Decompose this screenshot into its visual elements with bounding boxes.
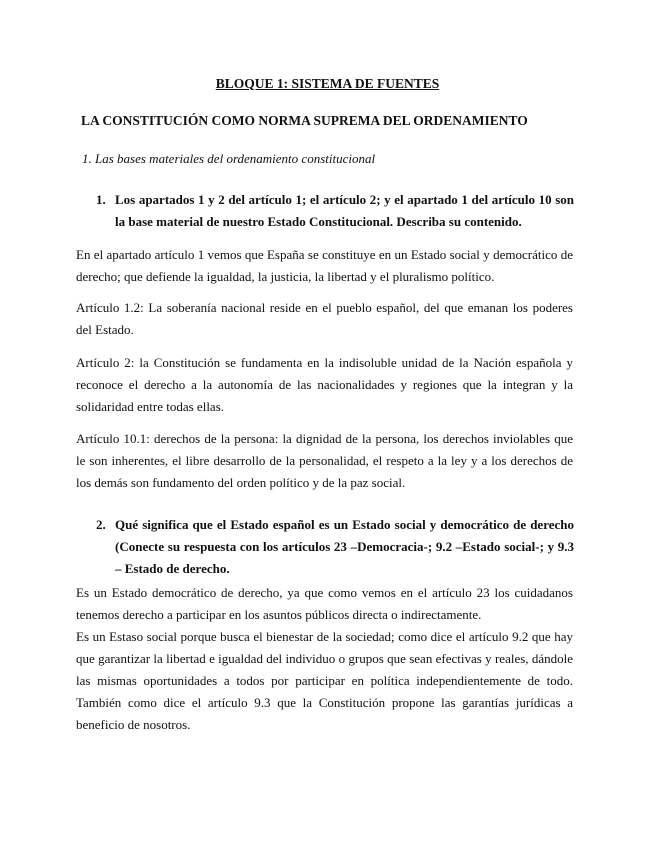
section-heading: 1. Las bases materiales del ordenamiento constitucional (82, 151, 376, 166)
paragraph-article-10-1: Artículo 10.1: derechos de la persona: la dignidad de la persona, los derechos inviolables que le son inherentes, el libre desarrollo de la personalidad, el respeto a la ley y a los derechos de los demás son fundamento del orden político y de la paz social. (76, 431, 573, 490)
document-subtitle: LA CONSTITUCIÓN COMO NORMA SUPREMA DEL ORDENAMIENTO (81, 113, 528, 128)
question-2 (96, 514, 574, 580)
paragraph-article-1: En el apartado artículo 1 vemos que España se constituye en un Estado social y democrático de derecho; que defiende la igualdad, la justicia, la libertad y el pluralismo político. (76, 247, 573, 284)
question-2-number: 2. (96, 517, 106, 532)
question-2-text: Qué significa que el Estado español es un Estado social y democrático de derecho (Conecte su respuesta con los artículos 23 –Democracia-; 9.2 –Estado social-; y 9.3 – Estado de derecho. (115, 517, 574, 576)
paragraph-social-state: Es un Estaso social porque busca el bienestar de la sociedad; como dice el artículo 9.2 que hay que garantizar la libertad e igualdad del individuo o grupos que sean efectivas y reales, dándole las mismas oportunidades a todos por participar en política independientemente de todo. También como dice el artículo 9.3 que la Constitución propone las garantías jurídicas a beneficio de nosotros. (76, 629, 573, 732)
question-1-text: Los apartados 1 y 2 del artículo 1; el artículo 2; y el apartado 1 del artículo 10 son la base material de nuestro Estado Constitucional. Describa su contenido. (115, 192, 574, 229)
paragraph-article-1-2: Artículo 1.2: La soberanía nacional reside en el pueblo español, del que emanan los poderes del Estado. (76, 300, 573, 337)
question-1 (96, 189, 574, 233)
paragraph-article-2: Artículo 2: la Constitución se fundamenta en la indisoluble unidad de la Nación española y reconoce el derecho a la autonomía de las nacionalidades y regiones que la integran y la solidaridad entre todas ellas. (76, 355, 573, 414)
question-1-number: 1. (96, 192, 106, 207)
document-title: BLOQUE 1: SISTEMA DE FUENTES (215, 76, 440, 91)
paragraph-democratic-state: Es un Estado democrático de derecho, ya que como vemos en el artículo 23 los cuidadanos tenemos derecho a participar en los asuntos públicos directa o indirectamente. (76, 585, 573, 622)
